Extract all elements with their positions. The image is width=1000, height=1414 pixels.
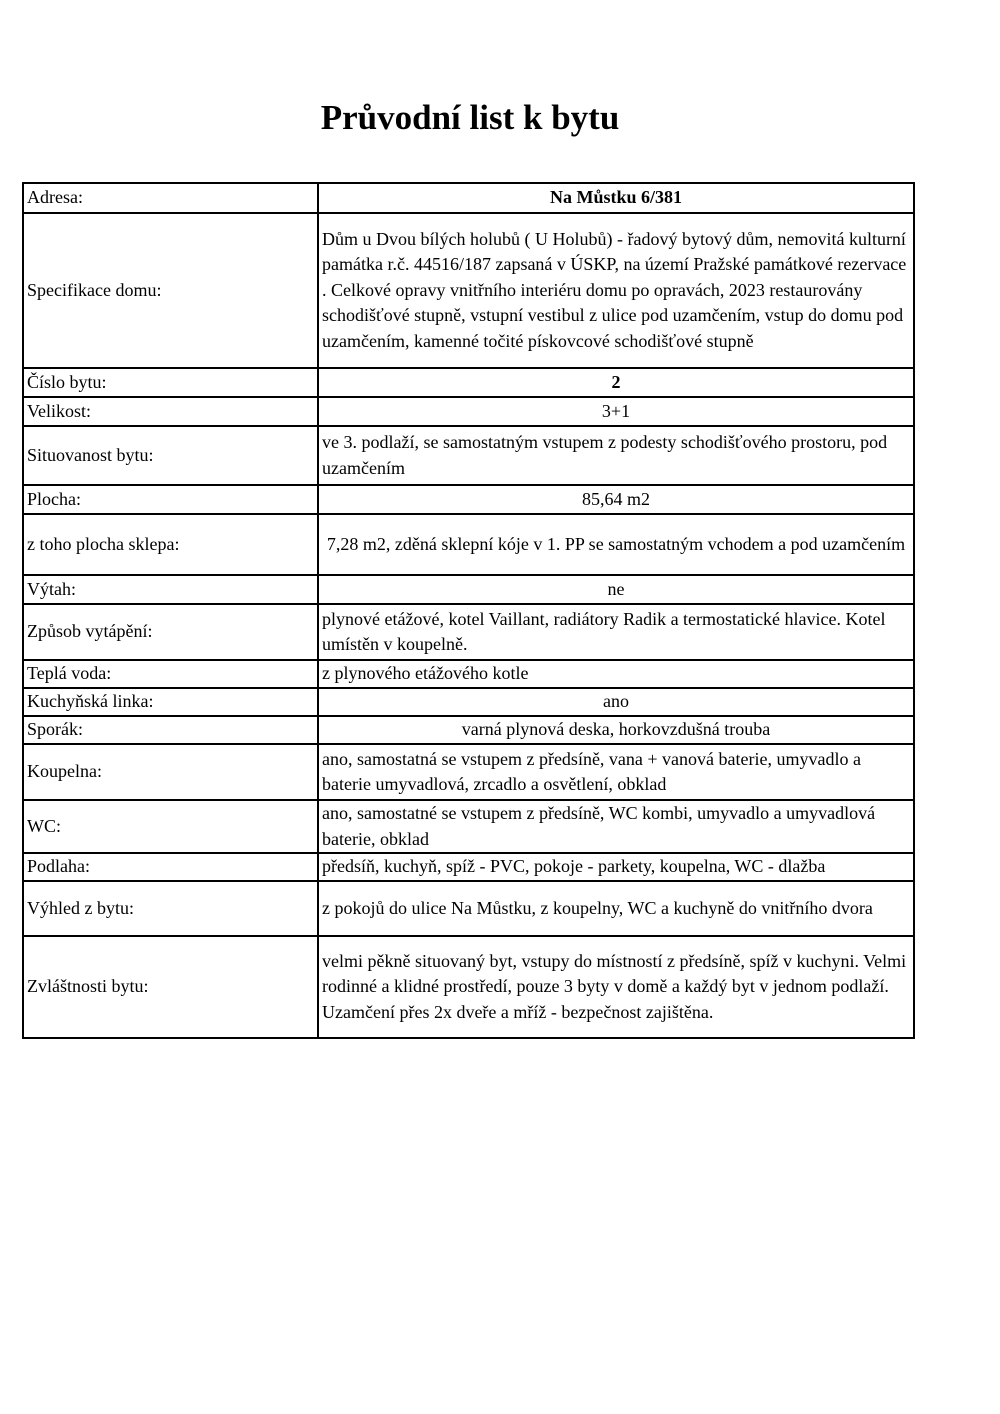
- row-value: ve 3. podlaží, se samostatným vstupem z podesty schodišťového prostoru, pod uzamčením: [318, 426, 914, 485]
- row-label: Specifikace domu:: [23, 213, 318, 368]
- row-value: 2: [318, 368, 914, 397]
- row-label: Způsob vytápění:: [23, 604, 318, 660]
- row-value: 85,64 m2: [318, 485, 914, 514]
- row-label: Plocha:: [23, 485, 318, 514]
- row-value: z pokojů do ulice Na Můstku, z koupelny, WC a kuchyně do vnitřního dvora: [318, 881, 914, 936]
- row-label: Adresa:: [23, 183, 318, 213]
- row-value: z plynového etážového kotle: [318, 660, 914, 688]
- apartment-info-table: [22, 182, 915, 1039]
- row-label: Koupelna:: [23, 744, 318, 800]
- table-row: [23, 397, 914, 426]
- row-label: Kuchyňská linka:: [23, 688, 318, 716]
- row-label: Číslo bytu:: [23, 368, 318, 397]
- row-label: WC:: [23, 800, 318, 853]
- table-row: [23, 485, 914, 514]
- row-label: Teplá voda:: [23, 660, 318, 688]
- row-value: plynové etážové, kotel Vaillant, radiátory Radik a termostatické hlavice. Kotel umístěn v koupelně.: [318, 604, 914, 660]
- row-label: Zvláštnosti bytu:: [23, 936, 318, 1038]
- row-value: ano, samostatná se vstupem z předsíně, vana + vanová baterie, umyvadlo a baterie umyvadlová, zrcadlo a osvětlení, obklad: [318, 744, 914, 800]
- row-value: předsíň, kuchyň, spíž - PVC, pokoje - parkety, koupelna, WC - dlažba: [318, 853, 914, 881]
- table-row: [23, 688, 914, 716]
- table-row: [23, 800, 914, 853]
- table-row: [23, 936, 914, 1038]
- row-value: ano, samostatné se vstupem z předsíně, WC kombi, umyvadlo a umyvadlová baterie, obklad: [318, 800, 914, 853]
- row-label: Výhled z bytu:: [23, 881, 318, 936]
- row-label: Velikost:: [23, 397, 318, 426]
- row-label: Sporák:: [23, 716, 318, 744]
- row-label: Podlaha:: [23, 853, 318, 881]
- table-row: [23, 881, 914, 936]
- table-row: [23, 604, 914, 660]
- table-row: [23, 853, 914, 881]
- row-value: 7,28 m2, zděná sklepní kóje v 1. PP se samostatným vchodem a pod uzamčením: [318, 514, 914, 575]
- row-label: z toho plocha sklepa:: [23, 514, 318, 575]
- row-value: Na Můstku 6/381: [318, 183, 914, 213]
- table-row: [23, 744, 914, 800]
- row-value: varná plynová deska, horkovzdušná trouba: [318, 716, 914, 744]
- row-value: velmi pěkně situovaný byt, vstupy do místností z předsíně, spíž v kuchyni. Velmi rodinné a klidné prostředí, pouze 3 byty v domě a každý byt v jednom podlaží. Uzamčení přes 2x dveře a mříž - bezpečnost zajištěna.: [318, 936, 914, 1038]
- page-title: Průvodní list k bytu: [320, 98, 620, 137]
- table-row: [23, 183, 914, 213]
- row-value: 3+1: [318, 397, 914, 426]
- table-row: [23, 514, 914, 575]
- row-label: Výtah:: [23, 575, 318, 604]
- row-value: ne: [318, 575, 914, 604]
- table-row: [23, 426, 914, 485]
- table-row: [23, 213, 914, 368]
- table-row: [23, 368, 914, 397]
- row-label: Situovanost bytu:: [23, 426, 318, 485]
- table-row: [23, 716, 914, 744]
- table-row: [23, 660, 914, 688]
- row-value: ano: [318, 688, 914, 716]
- row-value: Dům u Dvou bílých holubů ( U Holubů) - řadový bytový dům, nemovitá kulturní památka r.č. 44516/187 zapsaná v ÚSKP, na území Pražské památkové rezervace . Celkové opravy vnitřního interiéru domu po opravách, 2023 restaurovány schodišťové stupně, vstupní vestibul z ulice pod uzamčením, vstup do domu pod uzamčením, kamenné točité pískovcové schodišťové stupně: [318, 213, 914, 368]
- table-row: [23, 575, 914, 604]
